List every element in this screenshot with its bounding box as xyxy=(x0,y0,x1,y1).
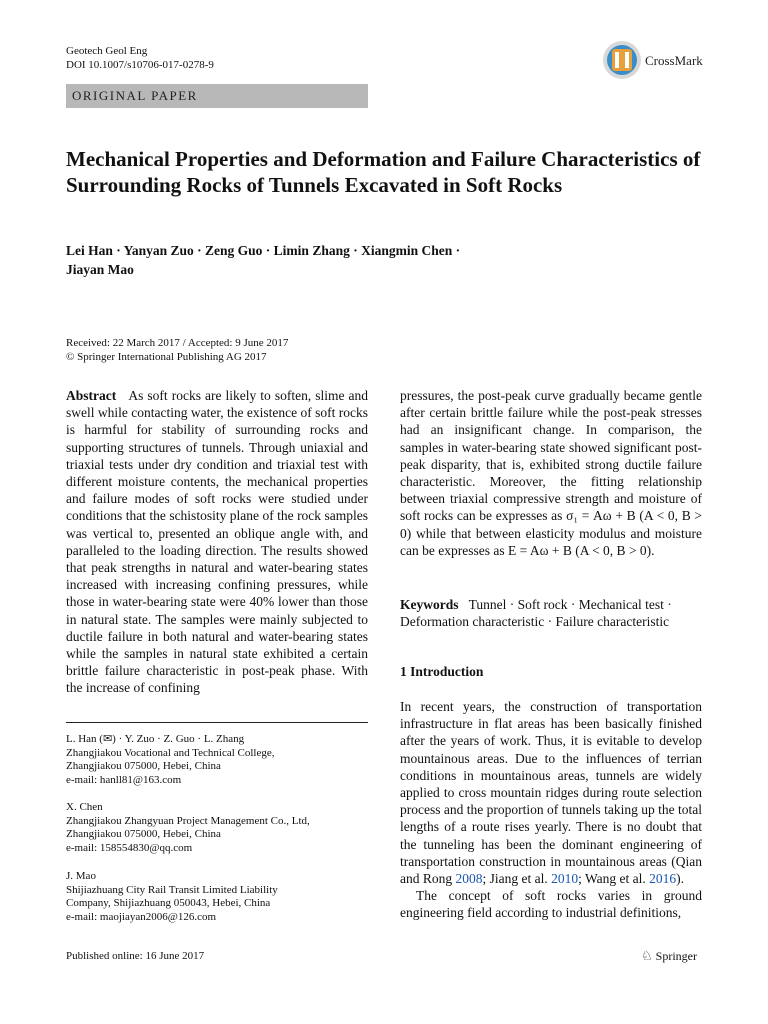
publisher-logo xyxy=(641,948,697,964)
affiliation-org: Shijiazhuang City Rail Transit Limited Liability xyxy=(66,883,278,896)
abstract-text: As soft rocks are likely to soften, slime and swell while contacting water, the existence of soft rocks is harmful for stability of surrounding rocks and supporting structures of tunnels. Through uniaxial and triaxial tests under dry condition and triaxial test with different moisture contents, the mechanical properties and failure modes of soft rocks were studied under conditions that the schistosity plane of the rock samples was vertical to, presented an oblique angle with, and paralleled to the loading direction. The results showed that peak strengths in natural and water-bearing states increased with increasing confining pressures, while those in water-bearing state were 40% lower than those in natural state. The samples were mainly subjected to ductile failure in both natural and water-bearing states while the samples in natural state exhibited a certain brittle failure characteristic in post-peak phase. With the increase of confining xyxy=(66,388,369,696)
footnote-divider xyxy=(66,722,368,723)
affiliation-address: Zhangjiakou 075000, Hebei, China xyxy=(66,828,221,841)
crossmark-label: CrossMark xyxy=(645,53,703,68)
keywords-label: Keywords xyxy=(400,597,459,612)
affiliation-org: Zhangjiakou Vocational and Technical College, xyxy=(66,746,275,759)
copyright: © Springer International Publishing AG 2017 xyxy=(66,351,267,363)
published-online: Published online: 16 June 2017 xyxy=(66,950,205,962)
springer-horse-icon: ♘ xyxy=(641,948,653,963)
affiliation-names: X. Chen xyxy=(66,801,103,813)
publication-dates xyxy=(66,336,288,364)
affiliation-address: Zhangjiakou 075000, Hebei, China xyxy=(66,760,221,773)
affiliation xyxy=(66,870,368,924)
doi-link[interactable]: DOI 10.1007/s10706-017-0278-9 xyxy=(66,59,214,71)
received-accepted: Received: 22 March 2017 / Accepted: 9 June 2017 xyxy=(66,337,289,349)
affiliation-names: J. Mao xyxy=(66,870,96,882)
introduction xyxy=(400,698,702,922)
paper-type-label: ORIGINAL PAPER xyxy=(72,88,198,103)
intro-paragraph: In recent years, the construction of transportation infrastructure in flat areas has been basically finished after the years of work. Thus, it is evitable to develop mountainous areas. Due to the influences of terrian conditions in mountainous areas, tunnels are widely applied to cross mountain ridges during route selection process and the proportion of tunnels taking up the total lengths of a route rises yearly. There is no doubt that the tunneling has been the dominant engineering of transportation construction in mountainous areas (Qian and Rong 2008; Jiang et al. 2010; Wang et al. 2016). xyxy=(400,699,702,887)
paper-title: Mechanical Properties and Deformation and Failure Characteristics of Surrounding Rocks of Tunnels Excavated in Soft Rocks xyxy=(66,147,701,197)
affiliation-email[interactable]: e-mail: maojiayan2006@126.com xyxy=(66,910,217,923)
citation-link[interactable]: 2010 xyxy=(551,871,579,887)
keywords xyxy=(400,596,702,630)
section-heading: 1 Introduction xyxy=(400,664,484,679)
intro-paragraph: The concept of soft rocks varies in ground engineering field according to industrial definitions, xyxy=(400,888,702,921)
journal-name: Geotech Geol Eng xyxy=(66,45,148,57)
affiliation-email[interactable]: e-mail: hanll81@163.com xyxy=(66,773,182,786)
authors-line: Lei Han · Yanyan Zuo · Zeng Guo · Limin Zhang · Xiangmin Chen · xyxy=(66,243,461,258)
affiliation-email[interactable]: e-mail: 158554830@qq.com xyxy=(66,841,193,854)
citation-link[interactable]: 2008 xyxy=(455,871,483,887)
journal-info xyxy=(66,44,214,72)
publisher-name: Springer xyxy=(655,949,697,963)
affiliation-names: L. Han (✉) · Y. Zuo · Z. Guo · L. Zhang xyxy=(66,733,245,745)
affiliation xyxy=(66,801,368,855)
authors xyxy=(66,241,706,279)
paper-type-banner xyxy=(66,84,368,108)
abstract-text-cont: pressures, the post-peak curve gradually became gentle after certain brittle failure while the post-peak stresses had an insignificant change. In comparison, the samples in water-bearing state showed significant post-peak disparity, that is, exhibited strong ductile failure characteristic. Moreover, the fitting relationship between triaxial compressive strength and moisture of soft rocks can be expresses as σ₁ = Aω + B (A < 0, B > 0) while that between elasticity modulus and moisture can be expresses as E = Aω + B (A < 0, B > 0). xyxy=(400,388,702,558)
crossmark-icon xyxy=(603,41,641,79)
abstract xyxy=(66,387,368,697)
affiliation-org: Zhangjiakou Zhangyuan Project Management Co., Ltd, xyxy=(66,814,310,827)
keywords-text: Tunnel · Soft rock · Mechanical test · Deformation characteristic · Failure characteristic xyxy=(400,597,672,630)
abstract-continued xyxy=(400,387,702,559)
affiliation xyxy=(66,733,368,787)
abstract-label: Abstract xyxy=(66,388,117,403)
crossmark-badge[interactable] xyxy=(601,40,713,80)
affiliation-address: Company, Shijiazhuang 050043, Hebei, China xyxy=(66,897,271,910)
authors-line: Jiayan Mao xyxy=(66,262,134,277)
citation-link[interactable]: 2016 xyxy=(649,871,677,887)
